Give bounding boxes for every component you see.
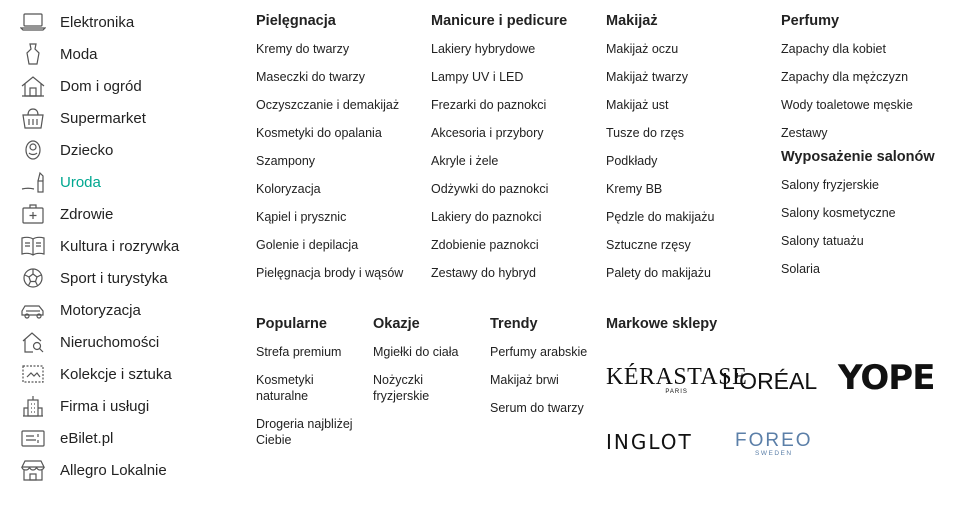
subcategory-link[interactable]: Mgiełki do ciała — [373, 345, 459, 359]
category-column-manicure — [431, 11, 601, 293]
sidebar-item-moda[interactable] — [18, 38, 238, 70]
brand-name: YOPE — [838, 358, 935, 398]
sidebar-item-label: Kultura i rozrywka — [60, 237, 180, 255]
stamp-icon — [18, 362, 48, 386]
brand-name: KÉRASTASE — [606, 364, 748, 390]
sidebar-item-label: Supermarket — [60, 109, 146, 127]
sidebar-item-label: Dom i ogród — [60, 77, 142, 95]
house-icon — [18, 74, 48, 98]
subcategory-link[interactable]: Perfumy arabskie — [490, 345, 588, 359]
subcategory-link[interactable]: Drogeria najbliżej Ciebie — [256, 417, 353, 447]
subcategory-link[interactable]: Salony tatuażu — [781, 234, 864, 248]
subcategory-link[interactable]: Kąpiel i prysznic — [256, 210, 347, 224]
sidebar-item-label: Elektronika — [60, 13, 135, 31]
subcategory-link[interactable]: Lampy UV i LED — [431, 70, 524, 84]
subcategory-link[interactable]: Lakiery hybrydowe — [431, 42, 536, 56]
brand-logo-inglot[interactable] — [606, 430, 693, 454]
brand-logo-loreal[interactable] — [722, 368, 817, 395]
subcategory-link[interactable]: Podkłady — [606, 154, 658, 168]
sidebar-item-dom-i-ogrod[interactable] — [18, 70, 238, 102]
column-heading[interactable]: Perfumy — [781, 13, 840, 29]
house-search-icon — [18, 330, 48, 354]
sidebar-item-nieruchomosci[interactable] — [18, 326, 238, 358]
sidebar-item-allegro-lokalnie[interactable] — [18, 454, 238, 486]
shop-icon — [18, 458, 48, 482]
subcategory-link[interactable]: Palety do makijażu — [606, 266, 711, 280]
book-icon — [18, 234, 48, 258]
sidebar-item-firma-i-uslugi[interactable] — [18, 390, 238, 422]
sidebar-item-label: Dziecko — [60, 141, 114, 159]
column-heading[interactable]: Manicure i pedicure — [431, 13, 568, 29]
subcategory-link[interactable]: Koloryzacja — [256, 182, 321, 196]
sidebar-item-ebilet[interactable] — [18, 422, 238, 454]
subcategory-link[interactable]: Frezarki do paznokci — [431, 98, 547, 112]
sidebar-item-sport-i-turystyka[interactable] — [18, 262, 238, 294]
column-heading: Okazje — [373, 316, 420, 332]
category-column-pielegnacja — [256, 11, 426, 293]
brand-subtitle: SWEDEN — [755, 450, 793, 457]
column-heading[interactable]: Makijaż — [606, 13, 658, 29]
sidebar-item-elektronika[interactable] — [18, 6, 238, 38]
sidebar-item-dziecko[interactable] — [18, 134, 238, 166]
subcategory-link[interactable]: Golenie i depilacja — [256, 238, 359, 252]
subcategory-link[interactable]: Salony kosmetyczne — [781, 206, 896, 220]
category-column-perfumy — [781, 11, 956, 289]
column-heading[interactable]: Wyposażenie salonów — [781, 149, 935, 165]
column-heading: Popularne — [256, 316, 327, 332]
dress-icon — [18, 42, 48, 66]
subcategory-link[interactable]: Solaria — [781, 262, 820, 276]
subcategory-link[interactable]: Nożyczki fryzjerskie — [373, 373, 430, 403]
subcategory-link[interactable]: Sztuczne rzęsy — [606, 238, 691, 252]
subcategory-link[interactable]: Zapachy dla kobiet — [781, 42, 886, 56]
subcategory-link[interactable]: Odżywki do paznokci — [431, 182, 549, 196]
subcategory-link[interactable]: Akcesoria i przybory — [431, 126, 544, 140]
brand-name: L'ORÉAL — [722, 368, 818, 394]
sidebar-item-label: Zdrowie — [60, 205, 114, 223]
subcategory-link[interactable]: Kremy BB — [606, 182, 663, 196]
subcategory-link[interactable]: Zestawy — [781, 126, 828, 140]
subcategory-link[interactable]: Makijaż brwi — [490, 373, 559, 387]
brand-name: FOREO — [735, 430, 813, 451]
brand-name: INGLOT — [606, 430, 693, 454]
sidebar-item-label: eBilet.pl — [60, 429, 114, 447]
subcategory-link[interactable]: Kosmetyki do opalania — [256, 126, 382, 140]
subcategory-link[interactable]: Maseczki do twarzy — [256, 70, 366, 84]
subcategory-link[interactable]: Oczyszczanie i demakijaż — [256, 98, 400, 112]
sidebar-item-label: Uroda — [60, 173, 101, 191]
category-column-popularne — [256, 314, 366, 460]
subcategory-link[interactable]: Akryle i żele — [431, 154, 499, 168]
sidebar-item-label: Kolekcje i sztuka — [60, 365, 172, 383]
brand-stores-section — [606, 314, 946, 344]
brand-subtitle: PARIS — [665, 389, 688, 395]
subcategory-link[interactable]: Zdobienie paznokci — [431, 238, 539, 252]
subcategory-link[interactable]: Pielęgnacja brody i wąsów — [256, 266, 404, 280]
sidebar-item-label: Firma i usługi — [60, 397, 150, 415]
sidebar-item-label: Sport i turystyka — [60, 269, 168, 287]
subcategory-link[interactable]: Kosmetyki naturalne — [256, 373, 314, 403]
subcategory-link[interactable]: Zestawy do hybryd — [431, 266, 536, 280]
sidebar-item-label: Motoryzacja — [60, 301, 141, 319]
ball-icon — [18, 266, 48, 290]
column-heading: Trendy — [490, 316, 538, 332]
sidebar-item-zdrowie[interactable] — [18, 198, 238, 230]
car-icon — [18, 298, 48, 322]
subcategory-link[interactable]: Makijaż oczu — [606, 42, 679, 56]
subcategory-link[interactable]: Salony fryzjerskie — [781, 178, 879, 192]
subcategory-link[interactable]: Lakiery do paznokci — [431, 210, 542, 224]
category-column-makijaz — [606, 11, 776, 293]
sidebar-item-supermarket[interactable] — [18, 102, 238, 134]
subcategory-link[interactable]: Makijaż ust — [606, 98, 669, 112]
subcategory-link[interactable]: Zapachy dla mężczyzn — [781, 70, 909, 84]
office-building-icon — [18, 394, 48, 418]
first-aid-icon — [18, 202, 48, 226]
category-column-trendy — [490, 314, 600, 428]
subcategory-link[interactable]: Pędzle do makijażu — [606, 210, 715, 224]
sidebar-item-motoryzacja[interactable] — [18, 294, 238, 326]
column-heading[interactable]: Pielęgnacja — [256, 13, 336, 29]
subcategory-link[interactable]: Makijaż twarzy — [606, 70, 688, 84]
brand-logo-foreo[interactable] — [735, 430, 813, 457]
sidebar-item-label: Nieruchomości — [60, 333, 160, 351]
subcategory-link[interactable]: Wody toaletowe męskie — [781, 98, 913, 112]
brand-logos — [606, 358, 946, 474]
baby-icon — [18, 138, 48, 162]
ticket-icon — [18, 426, 48, 450]
column-heading: Markowe sklepy — [606, 316, 718, 332]
subcategory-link[interactable]: Kremy do twarzy — [256, 42, 350, 56]
brand-logo-yope[interactable] — [838, 358, 934, 398]
sidebar-item-label: Allegro Lokalnie — [60, 461, 167, 479]
sidebar-item-label: Moda — [60, 45, 98, 63]
basket-icon — [18, 106, 48, 130]
subcategory-link[interactable]: Szampony — [256, 154, 316, 168]
category-column-okazje — [373, 314, 478, 416]
laptop-icon — [18, 10, 48, 34]
sidebar-item-kolekcje-i-sztuka[interactable] — [18, 358, 238, 390]
sidebar-item-kultura-i-rozrywka[interactable] — [18, 230, 238, 262]
subcategory-link[interactable]: Tusze do rzęs — [606, 126, 685, 140]
subcategory-link[interactable]: Strefa premium — [256, 345, 342, 359]
category-sidebar — [18, 6, 238, 486]
sidebar-item-uroda[interactable] — [18, 166, 238, 198]
subcategory-link[interactable]: Serum do twarzy — [490, 401, 584, 415]
lipstick-icon — [18, 170, 48, 194]
